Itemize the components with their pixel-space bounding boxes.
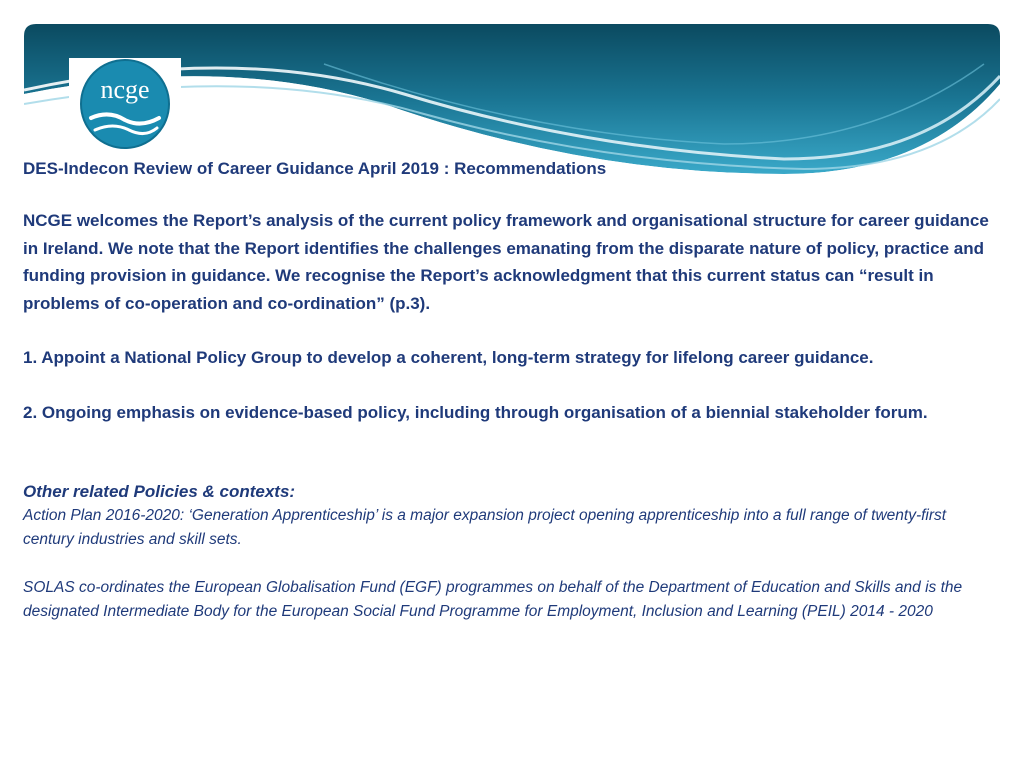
logo-text: ncge — [100, 75, 150, 104]
document-title: DES-Indecon Review of Career Guidance April 2019 : Recommendations — [23, 159, 607, 178]
document-body — [23, 158, 998, 624]
recommendation-1: 1. Appoint a National Policy Group to develop a coherent, long-term strategy for lifelong career guidance. — [23, 348, 874, 367]
other-item-solas: SOLAS co-ordinates the European Globalisation Fund (EGF) programmes on behalf of the Department of Education and Skills and is the designated Intermediate Body for the European Social Fund Programme for Employment, Inclusion and Learning (PEIL) 2014 - 2020 — [23, 579, 963, 620]
other-policies-heading: Other related Policies & contexts: — [23, 482, 296, 501]
recommendation-2: 2. Ongoing emphasis on evidence-based policy, including through organisation of a biennial stakeholder forum. — [23, 402, 928, 422]
intro-paragraph: NCGE welcomes the Report’s analysis of the current policy framework and organisational structure for career guidance in Ireland. We note that the Report identifies the challenges emanating from the disparate nature of policy, practice and funding provision in guidance. We recognise the Report’s acknowledgment that this current status can “result in problems of co-operation and co-ordination” (p.3). — [23, 211, 989, 313]
ncge-logo — [69, 58, 181, 154]
other-item-apprenticeship: Action Plan 2016-2020: ‘Generation Apprenticeship’ is a major expansion project opening apprenticeship into a full range of twenty-first century industries and skill sets. — [23, 507, 947, 548]
